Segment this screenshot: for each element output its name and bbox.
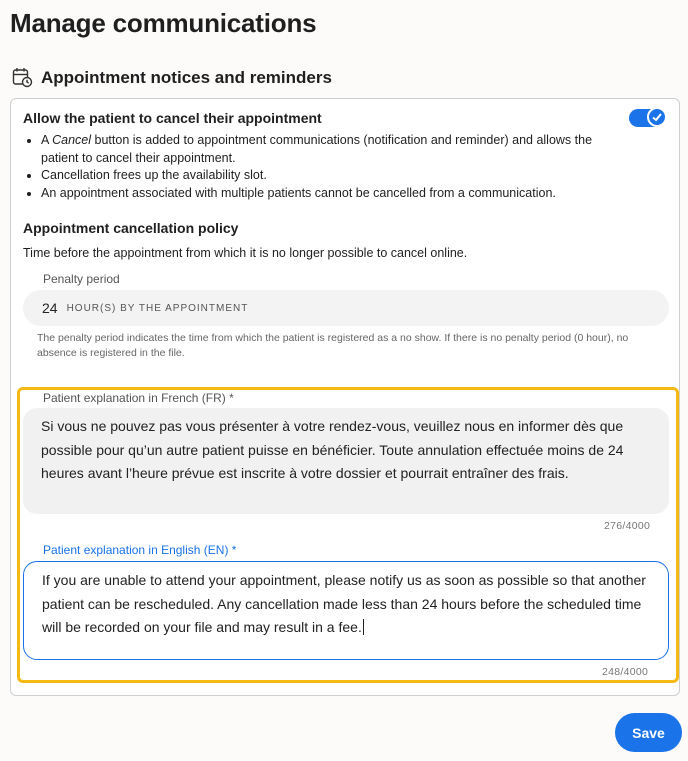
cancel-setting-title: Allow the patient to cancel their appointment	[23, 110, 322, 126]
cancel-setting-bullets	[23, 132, 631, 202]
penalty-period-value: 24	[42, 300, 58, 316]
penalty-period-label: Penalty period	[43, 272, 120, 286]
list-item: • An appointment associated with multiple patients cannot be cancelled from a communication.	[41, 185, 631, 203]
policy-title: Appointment cancellation policy	[23, 220, 239, 236]
explanation-en-label: Patient explanation in English (EN) *	[43, 543, 237, 557]
explanation-fr-label: Patient explanation in French (FR) *	[43, 391, 234, 405]
penalty-period-input[interactable]	[23, 290, 669, 326]
text-cursor	[363, 619, 364, 635]
explanation-en-counter: 248/4000	[602, 666, 649, 678]
save-button[interactable]: Save	[615, 713, 682, 752]
penalty-period-help: The penalty period indicates the time from which the patient is registered as a no show. If there is no penalty period (0 hour), no absence is registered in the file.	[37, 332, 629, 359]
calendar-clock-icon	[12, 67, 33, 88]
list-item: • A Cancel button is added to appointment communications (notification and reminder) and allows the patient to cancel their appointment.	[41, 132, 631, 167]
section-title: Appointment notices and reminders	[41, 67, 332, 87]
allow-cancel-toggle[interactable]	[629, 109, 665, 127]
page-title: Manage communications	[10, 8, 317, 38]
penalty-period-unit: HOUR(S) BY THE APPOINTMENT	[66, 302, 249, 314]
explanation-en-textarea[interactable]: If you are unable to attend your appointment, please notify us as soon as possible so that another patient can be rescheduled. Any cancellation made less than 24 hours before the scheduled time will be recorded on your file and may result in a fee.	[23, 561, 669, 660]
check-icon	[647, 107, 667, 127]
section-header	[12, 67, 332, 88]
explanation-fr-textarea[interactable]: Si vous ne pouvez pas vous présenter à votre rendez-vous, veuillez nous en informer dès que possible pour qu’un autre patient puisse en bénéficier. Toute annulation effectuée moins de 24 heures avant l’heure prévue est inscrite à votre dossier et pourrait entraîner des frais.	[23, 408, 669, 514]
explanation-fr-counter: 276/4000	[604, 520, 651, 532]
list-item: • Cancellation frees up the availability slot.	[41, 167, 631, 185]
policy-description: Time before the appointment from which it is no longer possible to cancel online.	[23, 246, 468, 260]
